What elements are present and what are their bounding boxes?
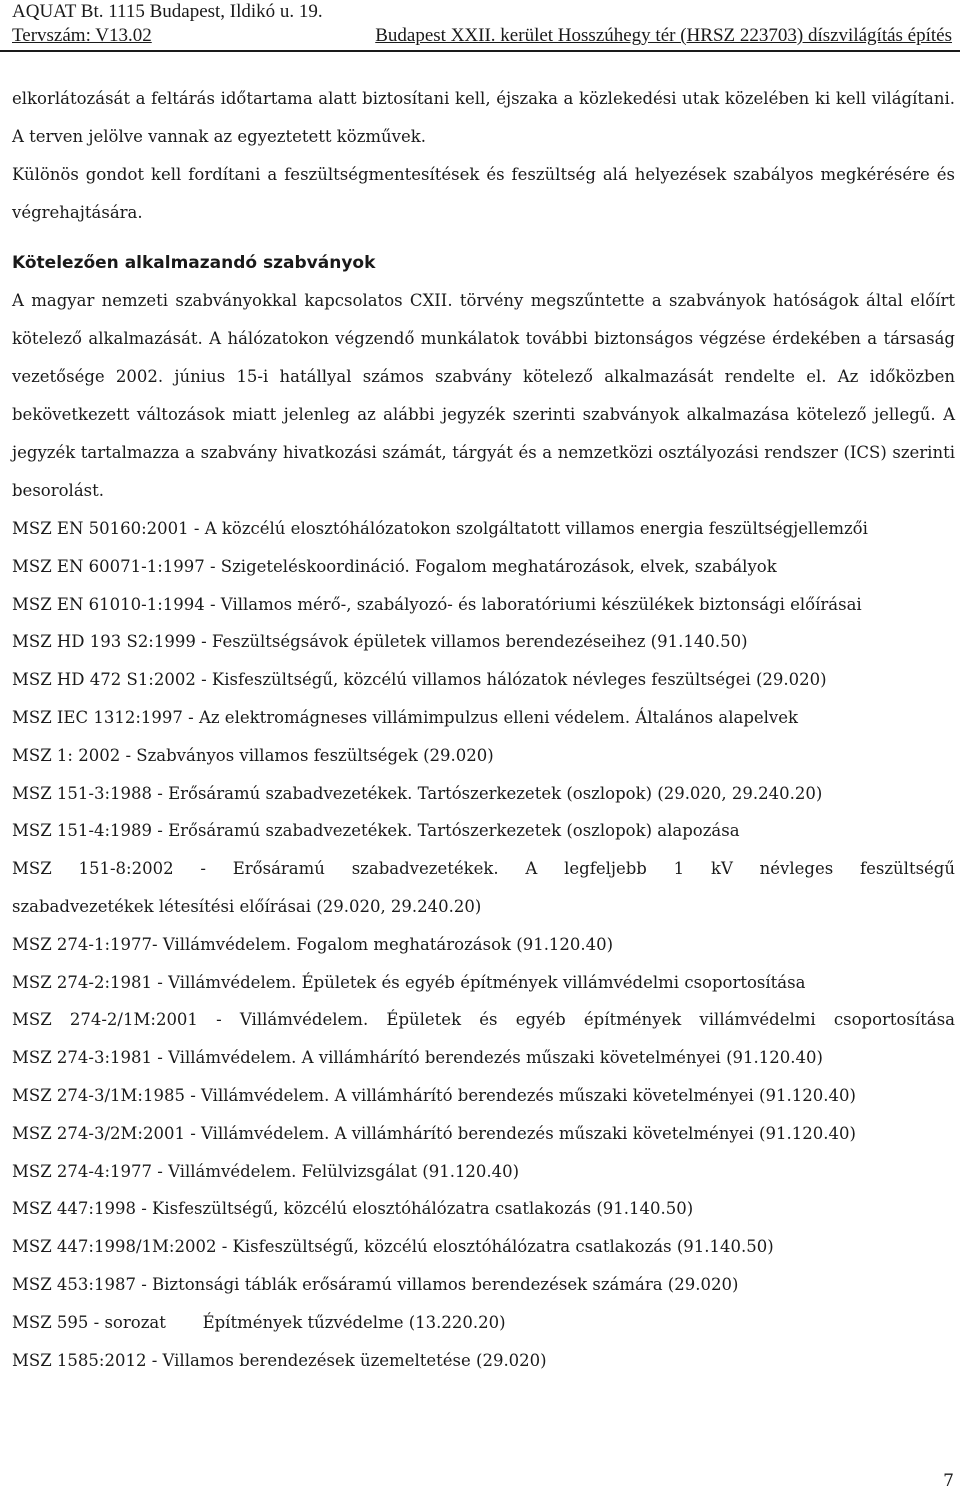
standard-item: MSZ 274-3:1981 - Villámvédelem. A villámhárító berendezés műszaki követelményei (91.120.40) [12, 1048, 823, 1068]
standards-list [12, 510, 955, 1379]
standard-item: MSZ 274-2/1M:2001 - Villámvédelem. Épületek és egyéb építmények villámvédelmi csoportosítása [12, 1010, 955, 1030]
standard-item: MSZ 151-3:1988 - Erősáramú szabadvezetékek. Tartószerkezetek (oszlopok) (29.020, 29.240.20) [12, 783, 823, 803]
paragraph: elkorlátozását a feltárás időtartama alatt biztosítani kell, éjszaka a közlekedési utak közelében ki kell világítani. A terven jelölve vannak az egyeztetett közművek. [12, 89, 955, 146]
standard-item: MSZ 1: 2002 - Szabványos villamos feszültségek (29.020) [12, 745, 494, 765]
header-company: AQUAT Bt. 1115 Budapest, Ildikó u. 19. [12, 1, 323, 22]
header-project [12, 24, 952, 48]
standard-item: MSZ IEC 1312:1997 - Az elektromágneses villámimpulzus elleni védelem. Általános alapelvek [12, 707, 799, 727]
header-divider [0, 50, 960, 52]
header-plan-label: Tervszám: V13.02 [12, 25, 152, 46]
standard-item: MSZ 151-8:2002 - Erősáramú szabadvezetékek. A legfeljebb 1 kV névleges feszültségű [12, 859, 955, 879]
standard-item: MSZ 1585:2012 - Villamos berendezések üzemeltetése (29.020) [12, 1350, 547, 1370]
intro-paragraph: A magyar nemzeti szabványokkal kapcsolatos CXII. törvény megszűntette a szabványok hatóságok által előírt kötelező alkalmazását. A hálózatokon végzendő munkálatok további biztonságos végzése érdekében a társaság vezetősége 2002. június 15-i hatállyal számos szabvány kötelező alkalmazását rendelte el. Az időközben bekövetkezett változások miatt jelenleg az alábbi jegyzék szerinti szabványok alkalmazása kötelező jellegű. A jegyzék tartalmazza a szabvány hivatkozási számát, tárgyát és a nemzetközi osztályozási rendszer (ICS) szerinti besorolást. [12, 291, 955, 500]
standard-item: MSZ 453:1987 - Biztonsági táblák erősáramú villamos berendezések számára (29.020) [12, 1274, 739, 1294]
standard-item: MSZ 447:1998/1M:2002 - Kisfeszültségű, közcélú elosztóhálózatra csatlakozás (91.140.50) [12, 1237, 774, 1257]
document-body [12, 80, 955, 1379]
standard-item: MSZ 595 - sorozat Építmények tűzvédelme (13.220.20) [12, 1312, 506, 1332]
standard-item: MSZ EN 60071-1:1997 - Szigeteléskoordináció. Fogalom meghatározások, elvek, szabályok [12, 556, 777, 576]
section-heading: Kötelezően alkalmazandó szabványok [12, 253, 376, 273]
paragraph: Különös gondot kell fordítani a feszültségmentesítések és feszültség alá helyezések szabályos megkérésére és végrehajtására. [12, 165, 955, 222]
page-header [12, 0, 952, 48]
standard-item: MSZ 274-1:1977- Villámvédelem. Fogalom meghatározások (91.120.40) [12, 934, 614, 954]
standard-item: MSZ 151-4:1989 - Erősáramú szabadvezetékek. Tartószerkezetek (oszlopok) alapozása [12, 821, 740, 841]
standard-item: MSZ 274-3/2M:2001 - Villámvédelem. A villámhárító berendezés műszaki követelményei (91.120.40) [12, 1123, 856, 1143]
standard-item: MSZ 447:1998 - Kisfeszültségű, közcélú elosztóhálózatra csatlakozás (91.140.50) [12, 1199, 694, 1219]
standard-item: MSZ 274-3/1M:1985 - Villámvédelem. A villámhárító berendezés műszaki követelményei (91.120.40) [12, 1085, 856, 1105]
standard-item: MSZ HD 472 S1:2002 - Kisfeszültségű, közcélú villamos hálózatok névleges feszültségei (29.020) [12, 670, 827, 690]
standard-item: MSZ EN 61010-1:1994 - Villamos mérő-, szabályozó- és laboratóriumi készülékek biztonsági előírásai [12, 594, 862, 614]
standard-item: MSZ EN 50160:2001 - A közcélú elosztóhálózatokon szolgáltatott villamos energia feszültségjellemzői [12, 519, 868, 538]
header-plan-city: Budapest XXII. kerület Hosszúhegy tér (HRSZ 223703) díszvilágítás építés [375, 25, 952, 46]
standard-item: MSZ 274-4:1977 - Villámvédelem. Felülvizsgálat (91.120.40) [12, 1161, 520, 1181]
standard-item: MSZ HD 193 S2:1999 - Feszültségsávok épületek villamos berendezéseihez (91.140.50) [12, 632, 748, 652]
page-number: 7 [943, 1471, 954, 1491]
standard-item-continuation: szabadvezetékek létesítési előírásai (29.020, 29.240.20) [12, 896, 482, 916]
standard-item: MSZ 274-2:1981 - Villámvédelem. Épületek és egyéb építmények villámvédelmi csoportosítása [12, 972, 806, 992]
